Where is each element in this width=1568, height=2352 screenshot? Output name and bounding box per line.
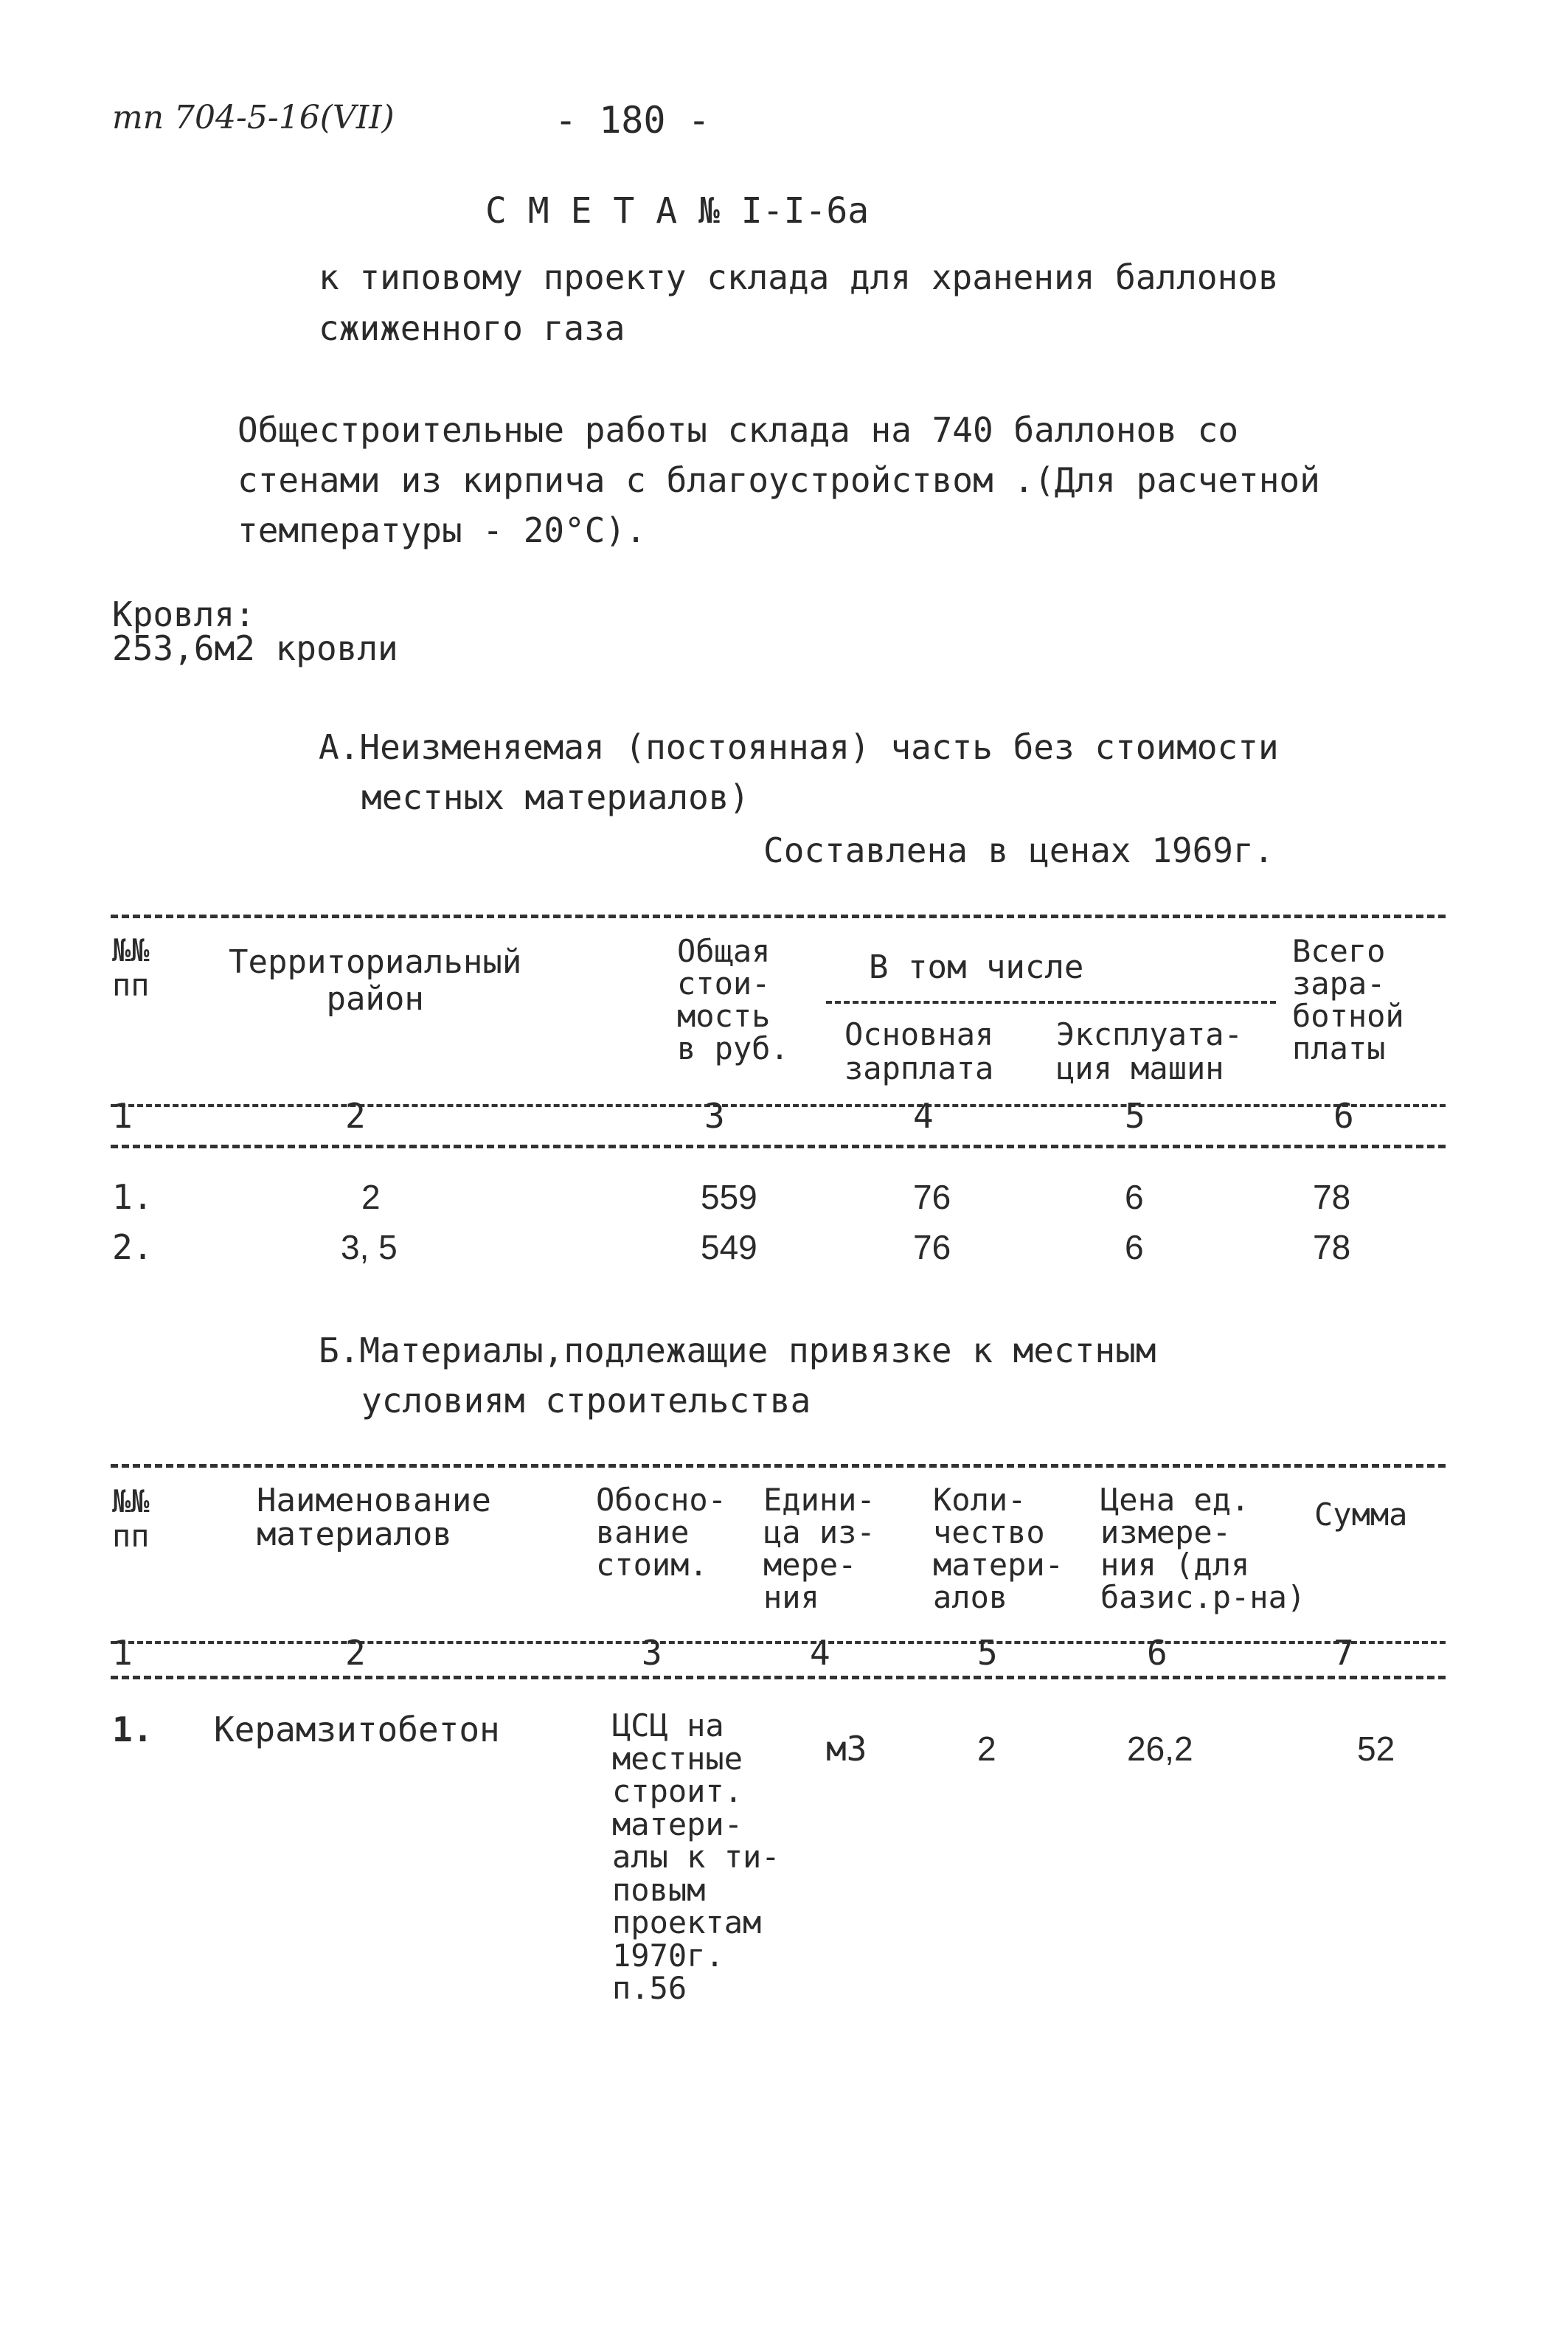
table-b-top-rule: [111, 1464, 1446, 1468]
table-a-row-1-total: 559: [701, 1178, 757, 1216]
table-a-row-1-machines: 6: [1125, 1178, 1144, 1216]
table-b-row-1-price: 26,2: [1127, 1730, 1193, 1768]
section-quantity: 253,6м2 кровли: [112, 628, 398, 668]
table-a-colnum-rule-bottom: [111, 1145, 1446, 1148]
table-a-colnum-2: 2: [345, 1096, 366, 1136]
description-line-2: стенами из кирпича с благоустройством .(Для расчетной: [237, 460, 1320, 500]
table-a-row-1-region: 2: [361, 1178, 381, 1216]
table-a-colnum-1: 1: [112, 1096, 133, 1136]
table-a-header-all-wage: Всего зара- ботной платы: [1292, 933, 1404, 1067]
part-b-heading-line-1: Б.Материалы,подлежащие привязке к местным: [319, 1331, 1156, 1370]
table-b-header-price: Цена ед. измере- ния (для базис.р-на): [1100, 1482, 1306, 1616]
table-b-colnum-5: 5: [977, 1633, 998, 1673]
description-line-1: Общестроительные работы склада на 740 баллонов со: [237, 410, 1239, 450]
table-b-colnum-2: 2: [345, 1633, 366, 1673]
table-b-row-1-unit: м3: [826, 1729, 867, 1769]
table-b-header-basis: Обосно- вание стоим.: [596, 1482, 727, 1583]
table-a-row-2-region: 3, 5: [341, 1228, 398, 1266]
table-a-row-1-num: 1.: [112, 1177, 153, 1217]
table-b-colnum-rule-bottom: [111, 1676, 1446, 1679]
table-a-header-machines: Эксплуата- ция машин: [1056, 1016, 1243, 1087]
table-b-header-num: №№ пп: [112, 1483, 150, 1555]
table-a-row-2-all-wage: 78: [1313, 1228, 1351, 1266]
table-a-top-rule: [111, 915, 1446, 918]
table-a-subheader-rule: [826, 1001, 1276, 1004]
estimate-title: С М Е Т А № I-I-6а: [485, 190, 870, 232]
subtitle-line-2: сжиженного газа: [319, 308, 625, 348]
table-a-colnum-4: 4: [913, 1096, 934, 1136]
table-b-colnum-6: 6: [1147, 1633, 1168, 1673]
table-b-colnum-7: 7: [1333, 1633, 1354, 1673]
part-a-heading-line-1: А.Неизменяемая (постоянная) часть без стоимости: [319, 727, 1279, 767]
table-b-row-1-sum: 52: [1357, 1730, 1395, 1768]
part-b-heading-line-2: условиям строительства: [361, 1381, 811, 1420]
table-a-header-num: №№ пп: [112, 932, 150, 1004]
table-a-header-total: Общая стои- мость в руб.: [677, 933, 789, 1067]
table-a-header-including: В том числе: [869, 948, 1084, 986]
part-a-heading-line-2: местных материалов): [361, 777, 750, 817]
part-a-prices-note: Составлена в ценах 1969г.: [763, 830, 1274, 870]
table-a-row-2-total: 549: [701, 1228, 757, 1266]
table-b-row-1-name: Керамзитобетон: [214, 1710, 500, 1749]
table-a-colnum-rule-top: [111, 1104, 1446, 1107]
table-a-header-wage: Основная зарплата: [844, 1016, 994, 1087]
table-a-colnum-5: 5: [1125, 1096, 1145, 1136]
table-a-row-2-machines: 6: [1125, 1228, 1144, 1266]
table-b-colnum-3: 3: [642, 1633, 662, 1673]
table-a-header-region: Территориальный район: [229, 943, 522, 1018]
table-b-header-unit: Едини- ца из- мере- ния: [763, 1482, 875, 1616]
table-b-colnum-rule-top: [111, 1641, 1446, 1644]
table-a-row-1-wage: 76: [913, 1178, 951, 1216]
table-b-row-1-qty: 2: [977, 1730, 996, 1768]
table-a-colnum-3: 3: [704, 1096, 725, 1136]
table-b-header-qty: Коли- чество матери- алов: [933, 1482, 1064, 1616]
table-b-header-sum: Сумма: [1314, 1496, 1408, 1533]
table-b-colnum-1: 1: [112, 1633, 133, 1673]
table-a-row-1-all-wage: 78: [1313, 1178, 1351, 1216]
table-b-header-name: Наименование материалов: [257, 1482, 491, 1554]
table-b-colnum-4: 4: [810, 1633, 830, 1673]
table-b-row-1-num: 1.: [112, 1710, 153, 1749]
table-a-row-2-wage: 76: [913, 1228, 951, 1266]
table-a-row-2-num: 2.: [112, 1227, 153, 1267]
handwritten-project-code: тп 704-5-16(VII): [112, 99, 395, 136]
table-a-colnum-6: 6: [1333, 1096, 1354, 1136]
section-name: Кровля:: [112, 594, 255, 634]
subtitle-line-1: к типовому проекту склада для хранения баллонов: [319, 257, 1279, 297]
table-b-row-1-basis: ЦСЦ на местные строит. матери- алы к ти- повым проектам 1970г. п.56: [612, 1707, 780, 2007]
description-line-3: температуры - 20°С).: [237, 510, 646, 550]
page-number: - 180 -: [555, 99, 710, 142]
